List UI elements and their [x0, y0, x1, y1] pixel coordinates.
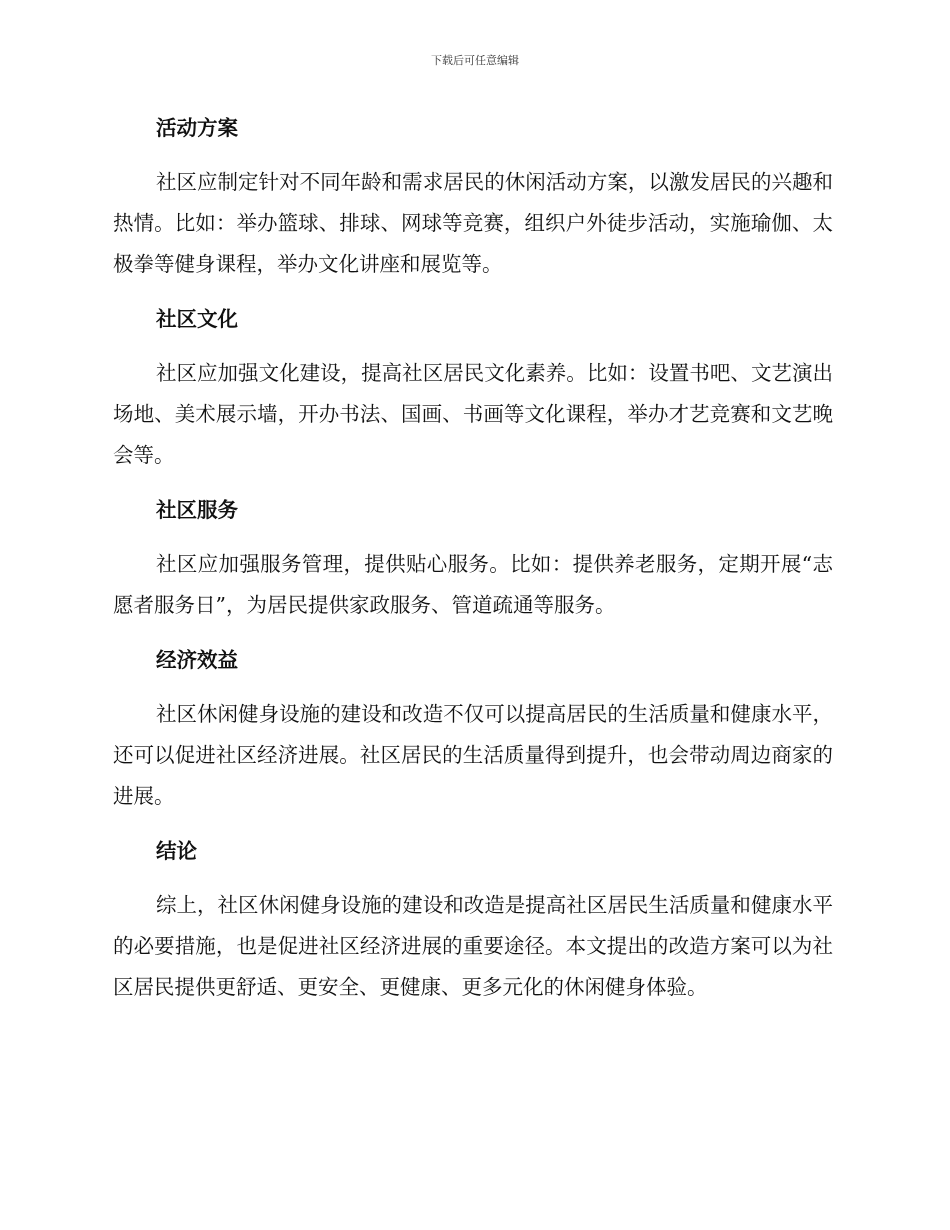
- section-heading-community-service: 社区服务: [156, 498, 238, 522]
- section-body-community-culture: 社区应加强文化建设，提高社区居民文化素养。比如：设置书吧、文艺演出场地、美术展示墙，开办书法、国画、书画等文化课程，举办才艺竞赛和文艺晚会等。: [113, 361, 833, 467]
- document-body: [113, 108, 833, 1008]
- section-heading-community-culture: 社区文化: [156, 307, 238, 331]
- section-body-activity-plan: 社区应制定针对不同年龄和需求居民的休闲活动方案，以激发居民的兴趣和热情。比如：举办篮球、排球、网球等竞赛，组织户外徒步活动，实施瑜伽、太极拳等健身课程，举办文化讲座和展览等。: [113, 170, 833, 276]
- section-heading-activity-plan: 活动方案: [156, 116, 238, 140]
- section-body-community-service: 社区应加强服务管理，提供贴心服务。比如：提供养老服务，定期开展“志愿者服务日”，为居民提供家政服务、管道疏通等服务。: [113, 552, 833, 617]
- section-body-economic-benefit: 社区休闲健身设施的建设和改造不仅可以提高居民的生活质量和健康水平，还可以促进社区经济进展。社区居民的生活质量得到提升，也会带动周边商家的进展。: [113, 702, 833, 808]
- page-header: 下载后可任意编辑: [431, 54, 519, 67]
- section-heading-economic-benefit: 经济效益: [156, 648, 238, 672]
- section-body-conclusion: 综上，社区休闲健身设施的建设和改造是提高社区居民生活质量和健康水平的必要措施，也是促进社区经济进展的重要途径。本文提出的改造方案可以为社区居民提供更舒适、更安全、更健康、更多元化的休闲健身体验。: [113, 893, 833, 999]
- section-heading-conclusion: 结论: [156, 839, 197, 863]
